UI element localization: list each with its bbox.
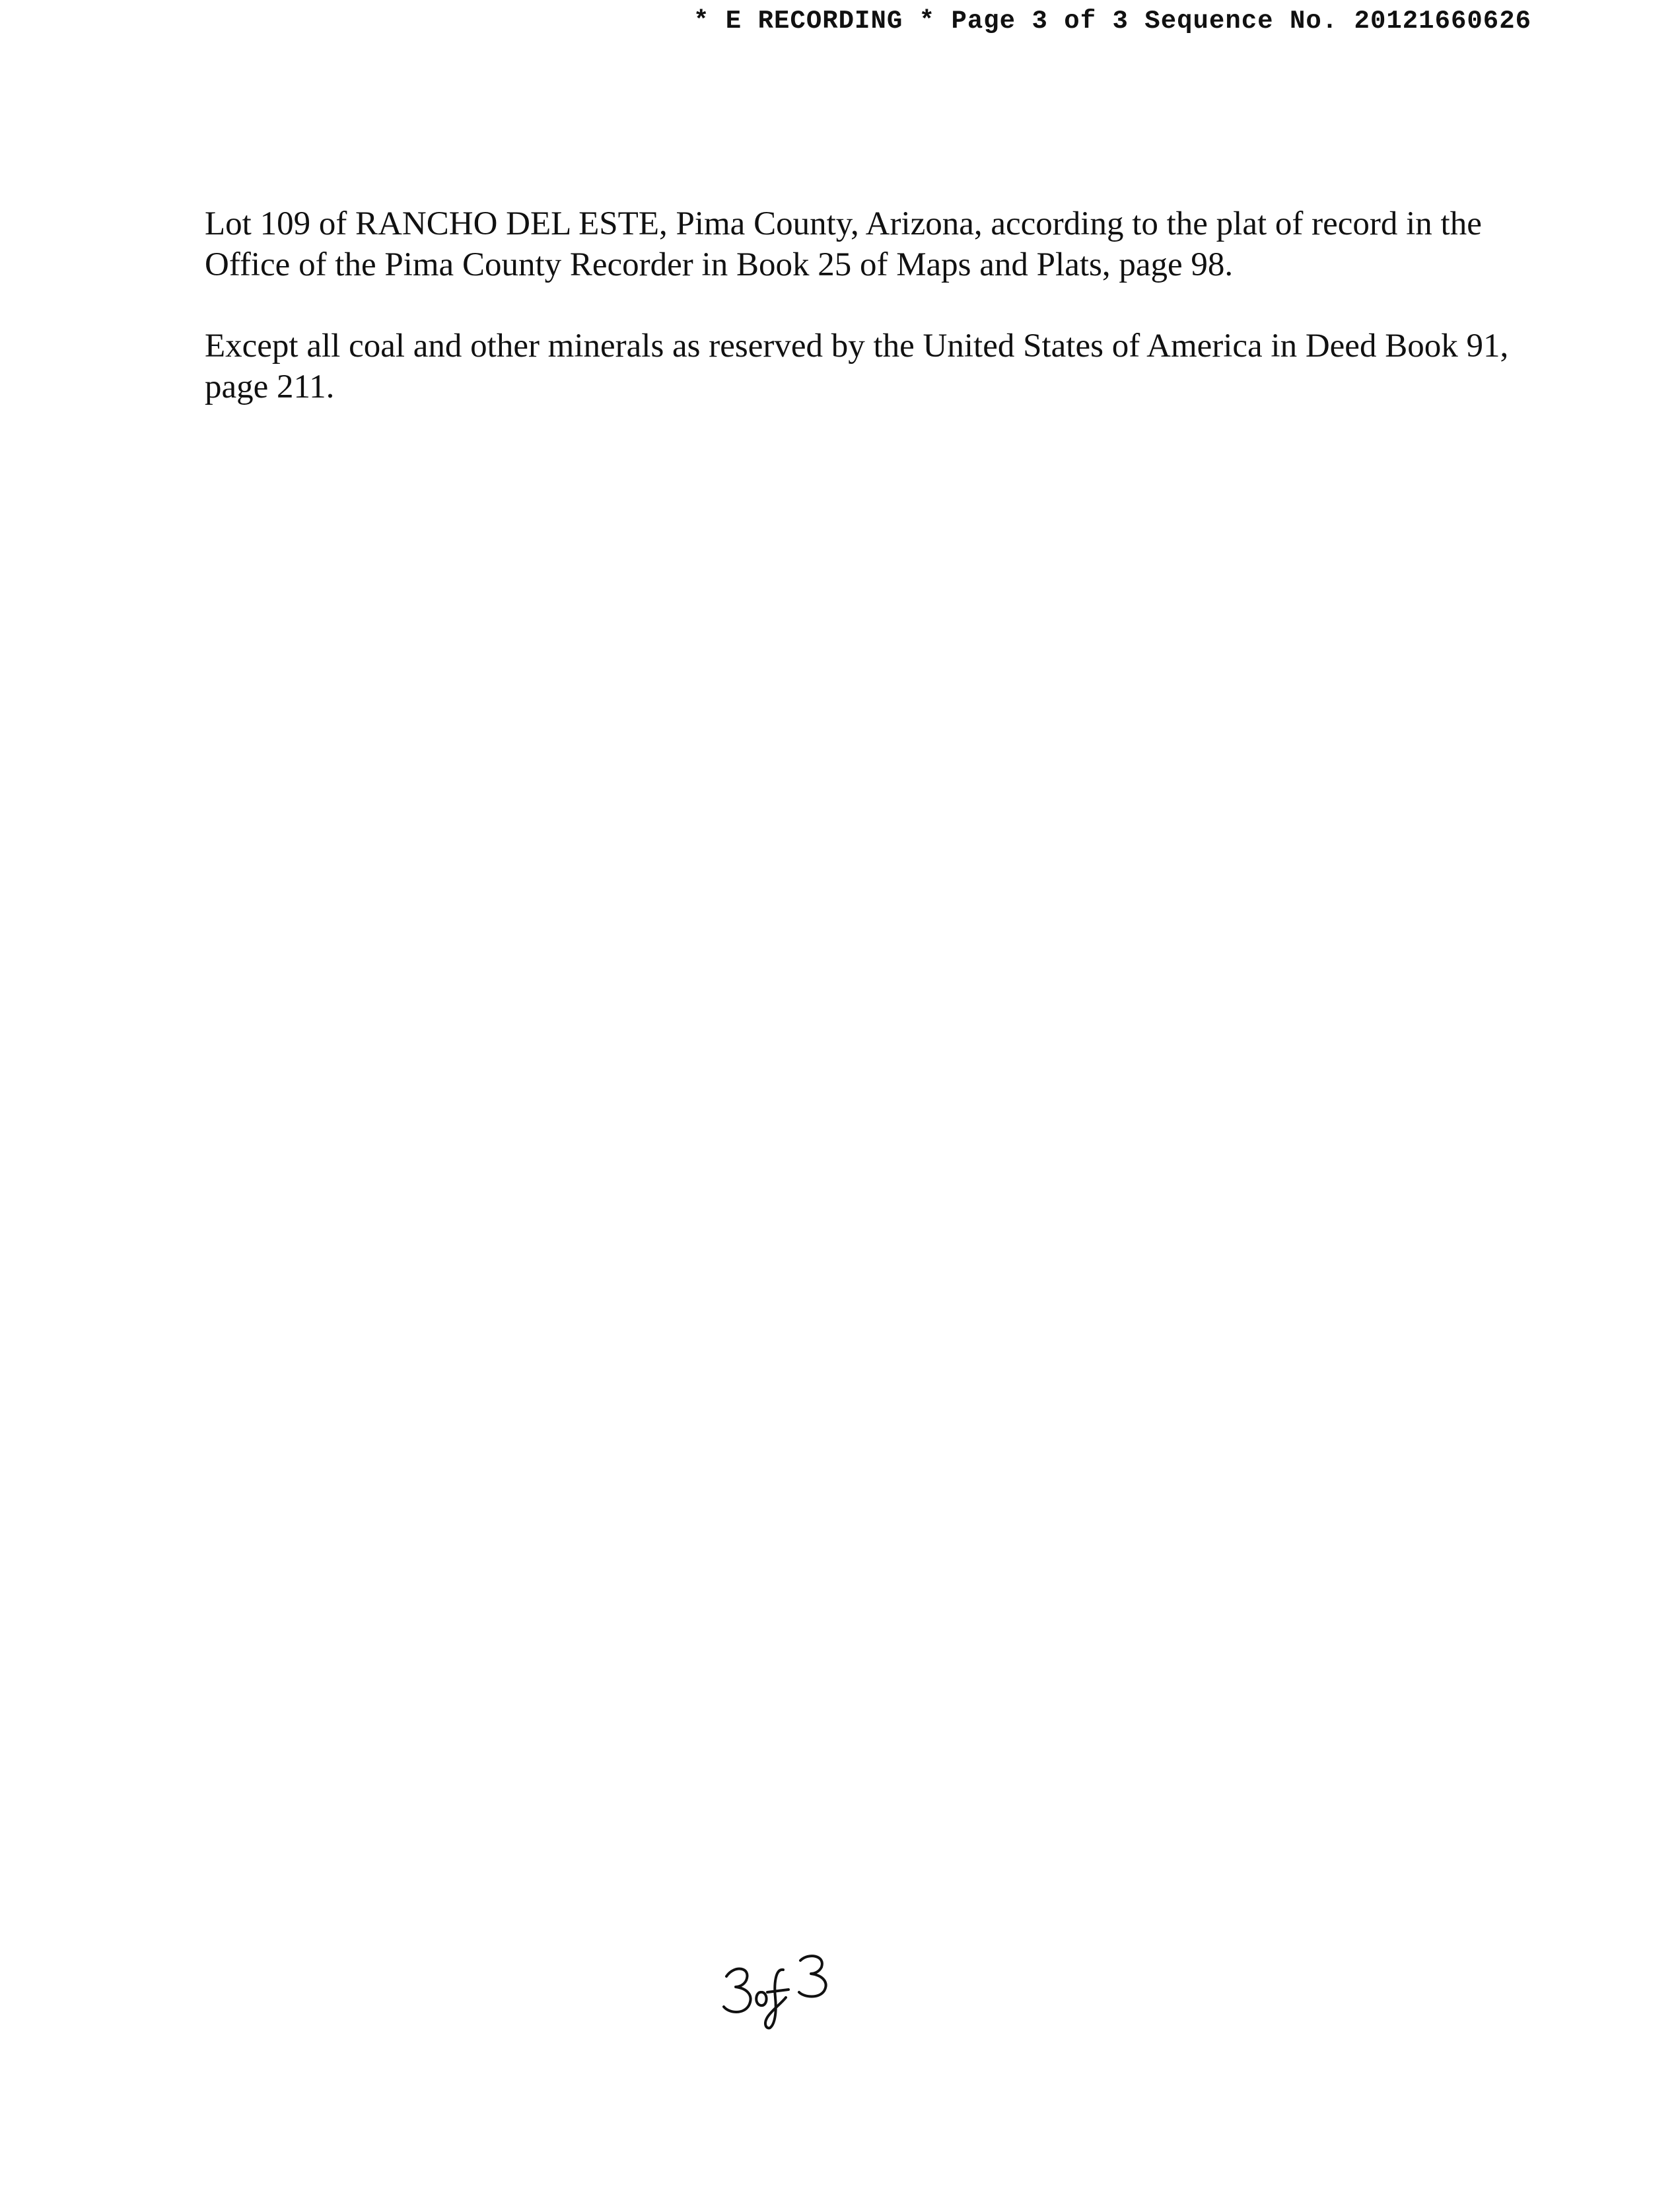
paragraph-1-line-2: Office of the Pima County Recorder in Book 25 of Maps and Plats, page 98. [205,246,1234,283]
paragraph-2-line-2: page 211. [205,368,335,405]
paragraph-1-line-1: Lot 109 of RANCHO DEL ESTE, Pima County, Arizona, according to the plat of record in the [205,205,1482,242]
legal-description-paragraph-1 [205,203,1525,285]
paragraph-2-line-1: Except all coal and other minerals as reserved by the United States of America in Deed Book 91, [205,328,1509,364]
recording-stamp: * E RECORDING * Page 3 of 3 Sequence No. 20121660626 [693,7,1531,36]
handwritten-page-number [720,1951,845,2031]
mineral-exception-paragraph [205,326,1525,407]
